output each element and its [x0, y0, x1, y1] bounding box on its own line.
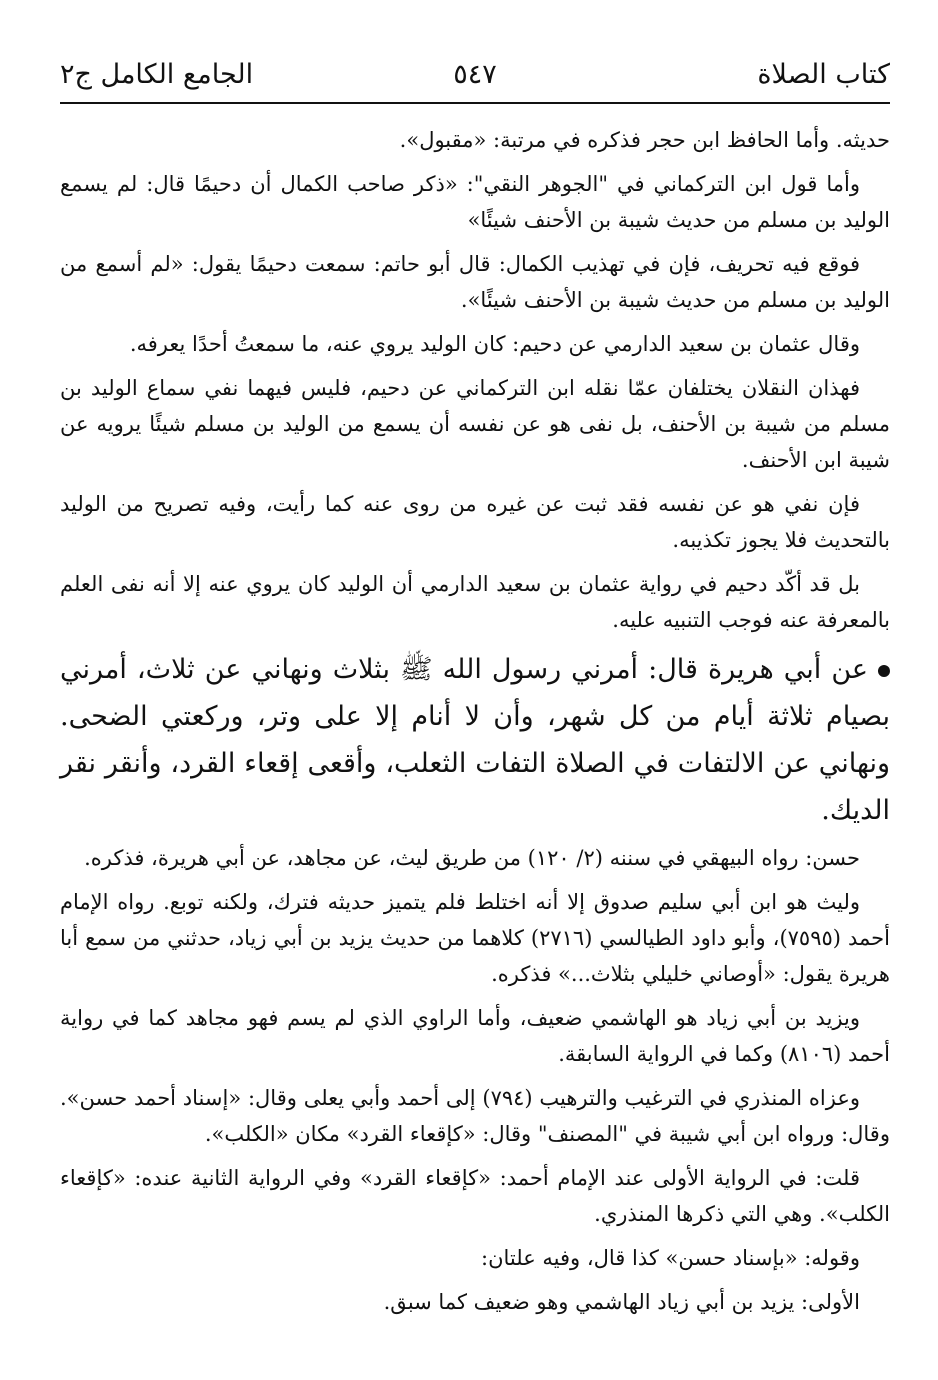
page-body [60, 122, 890, 1328]
hadith-text: عن أبي هريرة قال: أمرني رسول الله ﷺ بثلاث ونهاني عن ثلاث، أمرني بصيام ثلاثة أيام من كل شهر، وأن لا أنام إلا على وتر، وركعتي الضحى. ونهاني عن الالتفات في الصلاة التفات الثعلب، وأقعى إقعاء القرد، وأنقر نقر الديك. [60, 654, 890, 826]
commentary-paragraph: وليث هو ابن أبي سليم صدوق إلا أنه اختلط فلم يتميز حديثه فترك، ولكنه توبع. رواه الإمام أحمد (٧٥٩٥)، وأبو داود الطيالسي (٢٧١٦) كلاهما من حديث يزيد بن أبي زياد، حدثني من سمع أبا هريرة يقول: «أوصاني خليلي بثلاث...» فذكره. [60, 890, 890, 986]
paragraph: وأما قول ابن التركماني في "الجوهر النقي": «ذكر صاحب الكمال أن دحيمًا قال: لم يسمع الوليد بن مسلم من حديث شيبة بن الأحنف شيئًا» [60, 172, 890, 232]
commentary-paragraph: وقوله: «بإسناد حسن» كذا قال، وفيه علتان: [481, 1246, 860, 1270]
commentary-paragraph: الأولى: يزيد بن أبي زياد الهاشمي وهو ضعيف كما سبق. [383, 1290, 860, 1314]
commentary-paragraph: ويزيد بن أبي زياد هو الهاشمي ضعيف، وأما الراوي الذي لم يسم فهو مجاهد كما في رواية أحمد (٨١٠٦) وكما في الرواية السابقة. [60, 1006, 890, 1066]
running-header [60, 52, 890, 102]
page-number: ٥٤٧ [453, 59, 497, 90]
bullet-icon [878, 665, 890, 677]
paragraph: فوقع فيه تحريف، فإن في تهذيب الكمال: قال أبو حاتم: سمعت دحيمًا يقول: «لم أسمع من الوليد بن مسلم من حديث شيبة بن الأحنف شيئًا». [60, 252, 890, 312]
header-divider [60, 102, 890, 104]
paragraph: فإن نفي هو عن نفسه فقد ثبت عن غيره من روى عنه كما رأيت، وفيه تصريح من الوليد بالتحديث فلا يجوز تكذيبه. [60, 492, 890, 552]
hadith-text-block [60, 646, 890, 834]
paragraph: فهذان النقلان يختلفان عمّا نقله ابن التركماني عن دحيم، فليس فيهما نفي سماع الوليد بن مسلم من شيبة بن الأحنف، بل نفى هو عن نفسه أن يسمع من الوليد بن مسلم شيئًا يرويه عن شيبة ابن الأحنف. [60, 376, 890, 472]
commentary-paragraph: قلت: في الرواية الأولى عند الإمام أحمد: «كإقعاء القرد» وفي الرواية الثانية عنده: «كإقعاء الكلب». وهي التي ذكرها المنذري. [60, 1166, 890, 1226]
commentary-paragraph: وعزاه المنذري في الترغيب والترهيب (٧٩٤) إلى أحمد وأبي يعلى وقال: «إسناد أحمد حسن». وقال: ورواه ابن أبي شيبة في "المصنف" وقال: «كإقعاء القرد» مكان «الكلب». [60, 1086, 890, 1146]
commentary-paragraph: حسن: رواه البيهقي في سننه (٢/ ١٢٠) من طريق ليث، عن مجاهد، عن أبي هريرة، فذكره. [84, 846, 860, 870]
book-title: الجامع الكامل ج٢ [60, 59, 254, 90]
paragraph: وقال عثمان بن سعيد الدارمي عن دحيم: كان الوليد يروي عنه، ما سمعتُ أحدًا يعرفه. [129, 332, 860, 356]
paragraph: بل قد أكّد دحيم في رواية عثمان بن سعيد الدارمي أن الوليد كان يروي عنه إلا أنه نفى العلم بالمعرفة عنه فوجب التنبيه عليه. [60, 572, 890, 632]
chapter-title: كتاب الصلاة [757, 59, 890, 90]
paragraph: حديثه. وأما الحافظ ابن حجر فذكره في مرتبة: «مقبول». [399, 128, 890, 152]
